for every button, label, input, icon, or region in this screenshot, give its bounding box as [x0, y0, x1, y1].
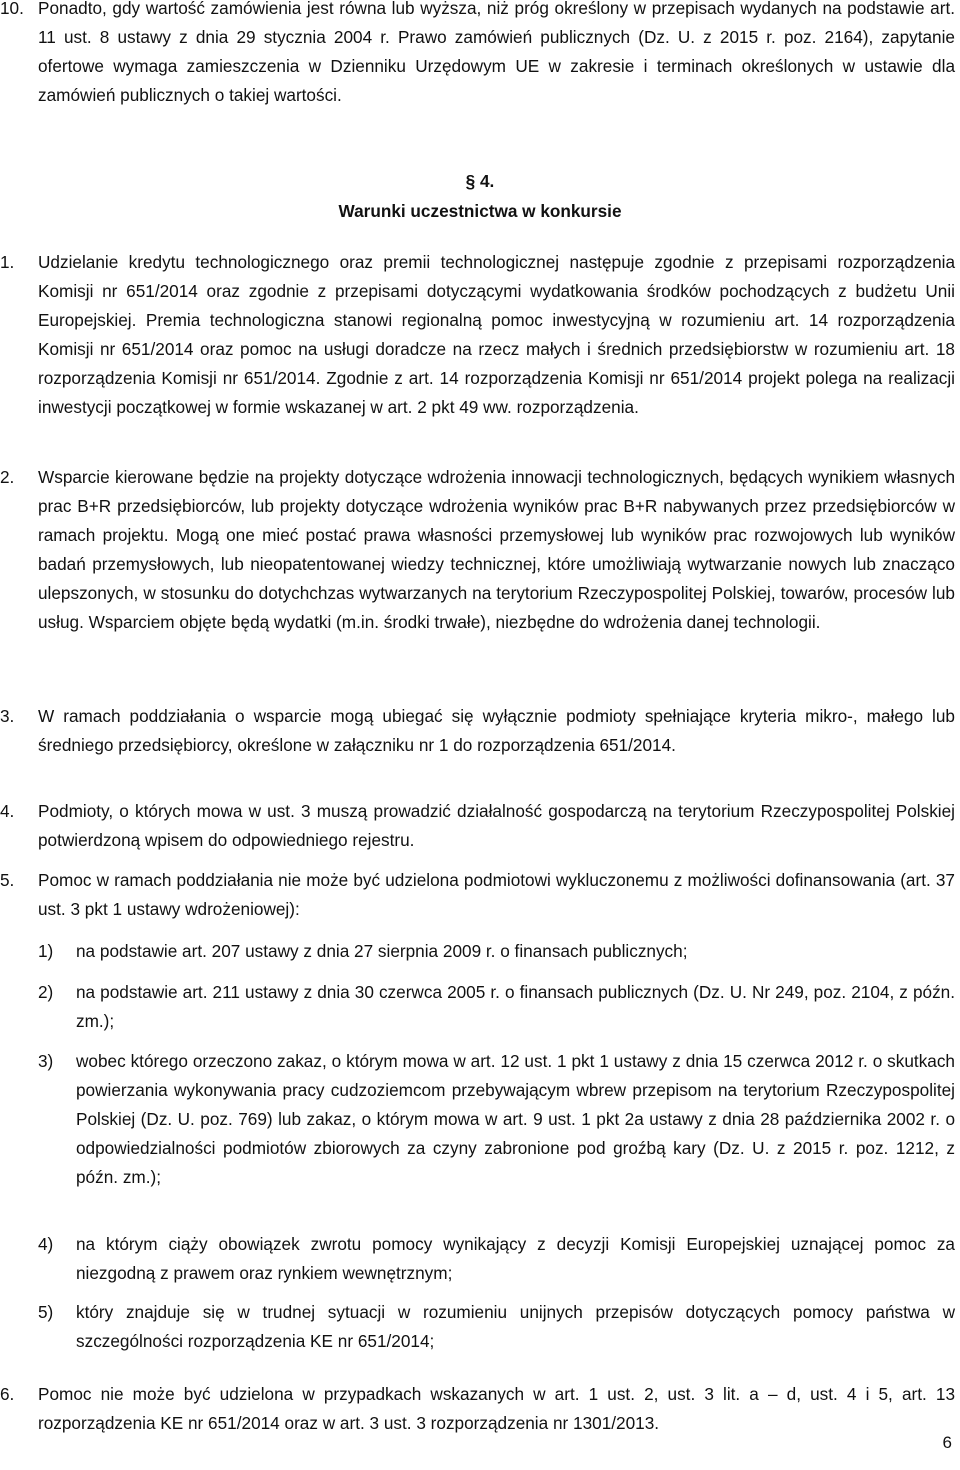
- paragraph-text: Udzielanie kredytu technologicznego oraz premii technologicznej następuje zgodnie z przepisami rozporządzenia Komisji nr 651/2014 oraz zgodnie z przepisami dotyczącymi wydatkowania środków pochodzących z budżetu Unii Europejskiej. Premia technologiczna stanowi regionalną pomoc inwestycyjną w rozumieniu art. 14 rozporządzenia Komisji nr 651/2014 oraz pomoc na usługi doradcze na rzecz małych i średnich przedsiębiorstw w rozumieniu art. 18 rozporządzenia Komisji nr 651/2014. Zgodnie z art. 14 rozporządzenia Komisji nr 651/2014 projekt polega na realizacji inwestycji początkowej w formie wskazanej w art. 2 pkt 49 ww. rozporządzenia.: [38, 252, 955, 417]
- subitem-text: wobec którego orzeczono zakaz, o którym mowa w art. 12 ust. 1 pkt 1 ustawy z dnia 15 czerwca 2012 r. o skutkach powierzania wykonywania pracy cudzoziemcom przebywającym wbrew przepisom na terytorium Rzeczypospolitej Polskiej (Dz. U. poz. 769) lub zakaz, o którym mowa w art. 9 ust. 1 pkt 2a ustawy z dnia 28 października 2002 r. o odpowiedzialności podmiotów zbiorowych za czyny zabronione pod groźbą kary (Dz. U. z 2015 r. poz. 1212, z późn. zm.);: [76, 1051, 955, 1187]
- section-number: [0, 166, 960, 196]
- section-title: Warunki uczestnictwa w konkursie: [338, 201, 622, 221]
- paragraph-number: 3.: [0, 706, 15, 726]
- paragraph-number: 4.: [0, 801, 15, 821]
- subitem-text: który znajduje się w trudnej sytuacji w rozumieniu unijnych przepisów dotyczących pomocy państwa w szczególności rozporządzenia KE nr 651/2014;: [76, 1302, 955, 1351]
- subitem-number: 4): [38, 1234, 54, 1254]
- subitem-number: 2): [38, 982, 54, 1002]
- subitem-number: 3): [38, 1051, 54, 1071]
- paragraph-number: 10.: [0, 0, 24, 18]
- paragraph-text: Wsparcie kierowane będzie na projekty dotyczące wdrożenia innowacji technologicznych, będących wynikiem własnych prac B+R przedsiębiorców, lub projekty dotyczące wdrożenia wyników prac B+R nabywanych przez przedsiębiorców w ramach projektu. Mogą one mieć postać prawa własności przemysłowej lub wyników prac rozwojowych lub wyników badań przemysłowych, lub nieopatentowanej wiedzy technicznej, które umożliwiają wytwarzanie nowych lub znacząco ulepszonych, w stosunku do dotychchzas wytwarzanych na terytorium Rzeczypospolitej Polskiej, towarów, procesów lub usług. Wsparciem objęte będą wydatki (m.in. środki trwałe), niezbędne do wdrożenia danej technologii.: [38, 467, 955, 632]
- subitem-text: na podstawie art. 211 ustawy z dnia 30 czerwca 2005 r. o finansach publicznych (Dz. U. Nr 249, poz. 2104, z późn. zm.);: [76, 982, 955, 1031]
- paragraph-number: 1.: [0, 252, 15, 272]
- subitem-number: 5): [38, 1302, 54, 1322]
- section-number-value: 4.: [480, 171, 495, 191]
- subitem-text: na podstawie art. 207 ustawy z dnia 27 sierpnia 2009 r. o finansach publicznych;: [76, 941, 688, 961]
- page-number: 6: [942, 1433, 952, 1452]
- paragraph-text: Podmioty, o których mowa w ust. 3 muszą prowadzić działalność gospodarczą na terytorium Rzeczypospolitej Polskiej potwierdzoną wpisem do odpowiedniego rejestru.: [38, 801, 955, 850]
- subitem-number: 1): [38, 941, 54, 961]
- paragraph-number: 5.: [0, 870, 15, 890]
- subitem-text: na którym ciąży obowiązek zwrotu pomocy wynikający z decyzji Komisji Europejskiej uznającej pomoc za niezgodną z prawem oraz rynkiem wewnętrznym;: [76, 1234, 955, 1283]
- section-symbol: §: [465, 171, 476, 191]
- paragraph-number: 2.: [0, 467, 15, 487]
- paragraph-text: Pomoc w ramach poddziałania nie może być udzielona podmiotowi wykluczonemu z możliwości dofinansowania (art. 37 ust. 3 pkt 1 ustawy wdrożeniowej):: [38, 870, 955, 919]
- paragraph-text: Pomoc nie może być udzielona w przypadkach wskazanych w art. 1 ust. 2, ust. 3 lit. a – d, ust. 4 i 5, art. 13 rozporządzenia KE nr 651/2014 oraz w art. 3 ust. 3 rozporządzenia nr 1301/2013.: [38, 1384, 955, 1433]
- paragraph-number: 6.: [0, 1384, 15, 1404]
- paragraph-text: W ramach poddziałania o wsparcie mogą ubiegać się wyłącznie podmioty spełniające kryteria mikro-, małego lub średniego przedsiębiorcy, określone w załączniku nr 1 do rozporządzenia 651/2014.: [38, 706, 955, 755]
- paragraph-text: Ponadto, gdy wartość zamówienia jest równa lub wyższa, niż próg określony w przepisach wydanych na podstawie art. 11 ust. 8 ustawy z dnia 29 stycznia 2004 r. Prawo zamówień publicznych (Dz. U. z 2015 r. poz. 2164), zapytanie ofertowe wymaga zamieszczenia w Dzienniku Urzędowym UE w zakresie i terminach określonych w ustawie dla zamówień publicznych o takiej wartości.: [38, 0, 955, 105]
